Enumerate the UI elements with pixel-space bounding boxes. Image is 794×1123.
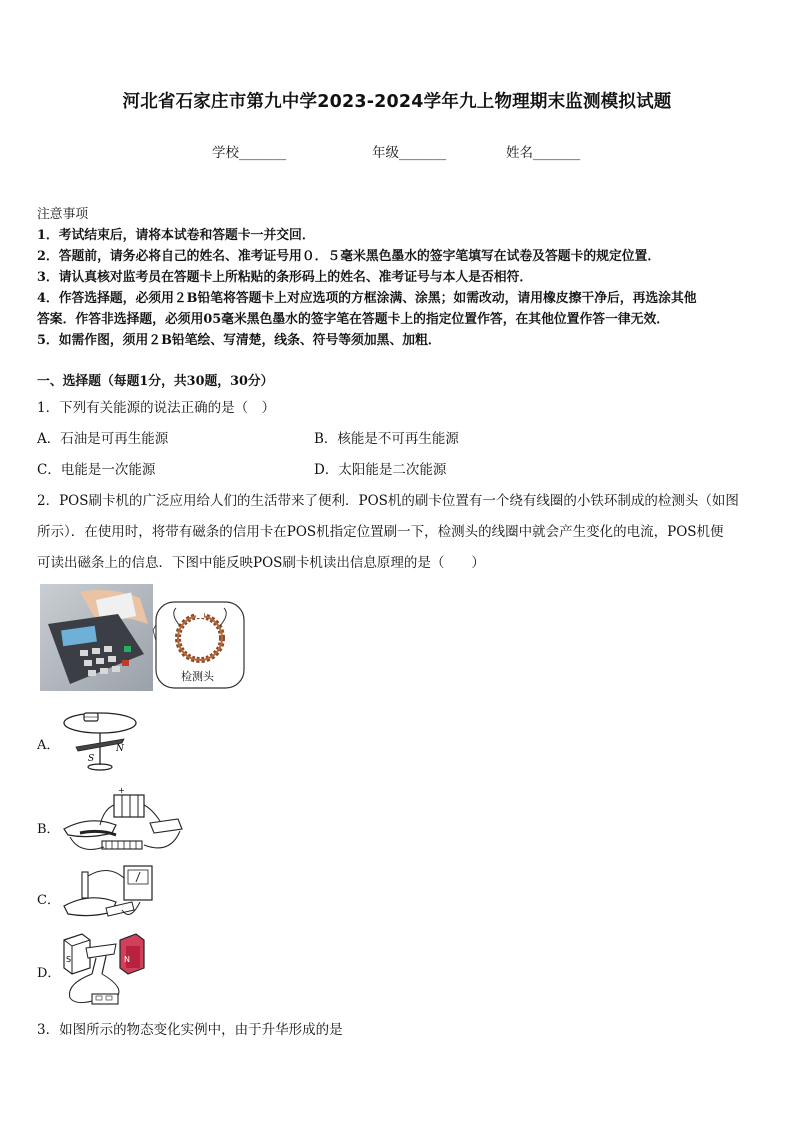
question-2-line-1: 2．POS刷卡机的广泛应用给人们的生活带来了便利．POS机的刷卡位置有一个绕有线圈的小铁环制成的检测头（如图 <box>37 493 739 509</box>
section-heading: 一、选择题（每题1分，共30题，30分） <box>37 374 274 389</box>
magnet-n-letter-2: N <box>124 955 130 964</box>
page-title: 河北省石家庄市第九中学2023-2024学年九上物理期末监测模拟试题 <box>122 92 672 112</box>
question-2-line-3: 可读出磁条上的信息．下图中能反映POS刷卡机读出信息原理的是（ ） <box>37 555 485 571</box>
q2-option-a-label[interactable]: A． <box>37 738 60 753</box>
magnet-n-letter: N <box>116 744 124 754</box>
q1-option-b[interactable]: B．核能是不可再生能源 <box>314 431 459 447</box>
q2-option-d-label[interactable]: D． <box>37 966 61 981</box>
notice-item-3: 3．请认真核对监考员在答题卡上所粘贴的条形码上的姓名、准考证号与本人是否相符． <box>37 270 533 285</box>
notice-item-4: 4．作答选择题，必须用２B铅笔将答题卡上对应选项的方框涂满、涂黑；如需改动，请用橡皮擦干净后，再选涂其他 <box>37 291 697 306</box>
grade-field[interactable]: 年级_______ <box>372 145 447 161</box>
name-field[interactable]: 姓名_______ <box>506 145 581 161</box>
q2-option-c-diagram[interactable] <box>60 862 160 930</box>
notice-item-1: 1．考试结束后，请将本试卷和答题卡一并交回． <box>37 228 315 243</box>
notice-item-4-cont: 答案．作答非选择题，必须用05毫米黑色墨水的签字笔在答题卡上的指定位置作答，在其他位置作答一律无效． <box>37 312 670 327</box>
notice-item-2: 2．答题前，请务必将自己的姓名、准考证号用０．５毫米黑色墨水的签字笔填写在试卷及答题卡的规定位置． <box>37 249 661 264</box>
school-field[interactable]: 学校_______ <box>212 145 287 161</box>
question-1-stem: 1．下列有关能源的说法正确的是（ ） <box>37 400 276 416</box>
q2-option-b-diagram[interactable] <box>60 785 190 857</box>
q2-option-c-label[interactable]: C． <box>37 893 60 908</box>
detector-head-caption: 检测头 <box>181 670 214 683</box>
pos-machine-photo <box>40 584 153 691</box>
q2-option-d-diagram[interactable] <box>56 928 156 1010</box>
q1-option-c[interactable]: C．电能是一次能源 <box>37 462 156 478</box>
magnet-s-letter-2: S <box>66 955 72 964</box>
question-2-line-2: 所示）．在使用时，将带有磁条的信用卡在POS机指定位置刷一下，检测头的线圈中就会产生变化的电流，POS机便 <box>37 524 724 540</box>
q2-option-a-diagram[interactable] <box>60 703 140 775</box>
q1-option-d[interactable]: D．太阳能是二次能源 <box>314 462 447 478</box>
notice-heading: 注意事项 <box>37 207 89 222</box>
question-3-stem: 3．如图所示的物态变化实例中，由于升华形成的是 <box>37 1022 343 1038</box>
q1-option-a[interactable]: A．石油是可再生能源 <box>37 431 169 447</box>
q2-option-b-label[interactable]: B． <box>37 822 60 837</box>
svg-text:+: + <box>118 786 125 795</box>
notice-item-5: 5．如需作图，须用２B铅笔绘、写清楚，线条、符号等须加黑、加粗． <box>37 333 441 348</box>
magnet-s-letter: S <box>88 754 95 764</box>
